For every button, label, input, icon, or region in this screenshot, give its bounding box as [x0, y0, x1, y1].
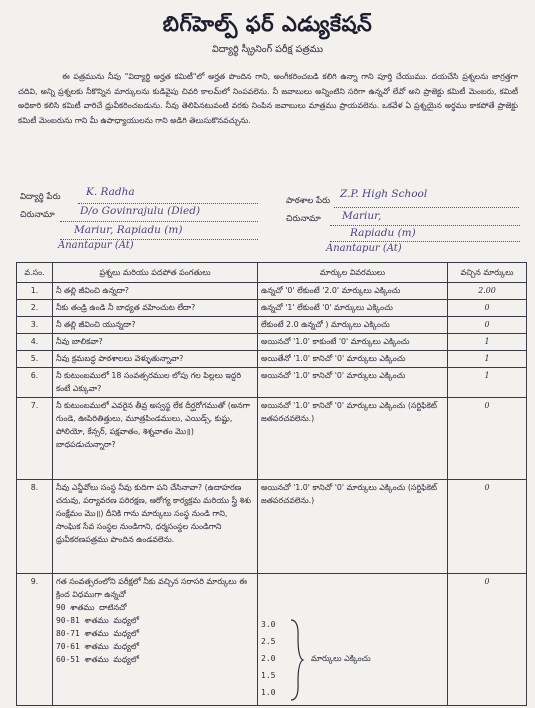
school-address-line-2-value[interactable]: Rapiadu (m) — [350, 227, 416, 239]
row-score[interactable]: 0 — [448, 317, 527, 334]
q9-scale-value: 1.0 — [261, 688, 276, 697]
row-question: నీవు బాలికవా? — [53, 334, 258, 351]
row-number: 5. — [17, 351, 53, 368]
row-marks-rule: అయినచో '1.0' కానిచో '0' మార్కులు ఎక్కించు (సర్టిఫికెట్ జతపరచవలెను.) — [258, 398, 448, 480]
row-score[interactable]: 1 — [448, 368, 527, 398]
form-subtitle: విద్యార్థి స్క్రీనింగ్ పరీక్ష పత్రము — [211, 44, 324, 55]
q9-scale-value: 2.0 — [261, 654, 276, 663]
school-address-label: చిరునామా — [286, 214, 321, 224]
row-score[interactable]: 2.00 — [448, 283, 527, 300]
school-address-line-3-value[interactable]: Anantapur (At) — [326, 243, 402, 254]
header-marks-detail: మార్కుల వివరములు — [258, 263, 448, 283]
row-marks-rule: అయినచో '1.0' కానిచో '0' మార్కులు ఎక్కించు (సర్టిఫికెట్ జతపరచవలెను.) — [258, 480, 448, 574]
instructions-paragraph: ఈ పత్రమును నీవు "విద్యార్థి అర్హత కమిటీ"లో అర్హత పొందిన గాని, అంగీకరించబడి కలిగి ఉన్నా గాని పూర్తి చేయుము. దయచేసి ప్రశ్నలను జాగ్రత్తగా చదివి, అన్ని ప్రశ్నలకు నీకొన్నిన మార్కులను కుడివైపు చివరి కాలమ్‌లో నింపవలెను. నీ జవాబులు అన్నింటిని సరిగా ఉన్నవో లేవో అని ప్రాజెక్టు కమిటీ మెంబరు, కమిటీ అధికారి కలిసి కమిటీ వారిచే ధ్రువీకరించబడును. నీవు తెలిపినటువంటి వరకు నింపిన జవాబులు మాత్రము ప్రాయవలెను. ఒకవేళ ఏ ప్రశ్నయైన అర్థము కాకపోతే ప్రాజెక్టు కమిటీ మెంబరును గాని మీ ఉపాధ్యాయులను గాని అడిగి తెలుసుకొనవచ్చును. — [18, 72, 518, 126]
header-question: ప్రశ్నలు మరియు పదపోత పంగతులు — [53, 263, 258, 283]
q9-range: 80-71 శాతము మధ్యలో — [56, 629, 140, 638]
student-name-label: విద్యార్థి పేరు — [20, 192, 61, 202]
school-address-line-2 — [330, 241, 520, 242]
row-score[interactable]: 1 — [448, 351, 527, 368]
school-address-line-1-value[interactable]: Mariur, — [342, 210, 382, 222]
q9-range: 60-51 శాతము మధ్యలో — [56, 655, 140, 664]
row-question — [53, 574, 258, 706]
table-row — [17, 574, 527, 706]
row-question: నీ తల్లి జీవించి ఉన్నదా? — [53, 283, 258, 300]
school-address-line-1 — [330, 225, 520, 226]
school-name-value[interactable]: Z.P. High School — [340, 188, 428, 200]
school-name-label: పాఠశాల పేరు — [286, 196, 331, 206]
table-row — [17, 480, 527, 574]
curly-brace-icon — [289, 618, 305, 702]
table-row — [17, 398, 527, 480]
row-question: నీ కుటుంబములో 18 సంవత్సరముల లోపు గల పిల్లలు ఇద్దరి కంటే ఎక్కువా? — [53, 368, 258, 398]
row-score[interactable]: 0 — [448, 574, 527, 706]
row-number: 1. — [17, 283, 53, 300]
row-marks-rule: ఉన్నచో '1' లేకుంటే '0' మార్కులు ఎక్కించు — [258, 300, 448, 317]
school-name-line — [334, 207, 519, 208]
student-address-line-2[interactable]: Mariur, Rapiadu (m) — [74, 224, 183, 236]
row-marks-rule: అయినచో '1.0' కానిచో '0' మార్కులు ఎక్కించు — [258, 368, 448, 398]
table-row — [17, 368, 527, 398]
row-score[interactable]: 0 — [448, 398, 527, 480]
student-address-line-3[interactable]: Anantapur (At) — [58, 240, 134, 251]
row-number: 8. — [17, 480, 53, 574]
row-marks-rule: లేకుంటే 2.0 ఉన్నచో ) మార్కులు ఎక్కించు — [258, 317, 448, 334]
student-name-line — [78, 203, 258, 204]
row-score[interactable]: 0 — [448, 300, 527, 317]
row-number: 3. — [17, 317, 53, 334]
student-address-line-1[interactable]: D/o Govinrajulu (Died) — [80, 205, 201, 217]
table-row — [17, 317, 527, 334]
row-number: 4. — [17, 334, 53, 351]
q9-scale-value: 3.0 — [261, 620, 276, 629]
table-row — [17, 300, 527, 317]
q9-scale-value: 2.5 — [261, 637, 276, 646]
address-line-1 — [60, 221, 258, 222]
row-marks-rule — [258, 574, 448, 706]
screening-table — [16, 262, 527, 706]
row-number: 7. — [17, 398, 53, 480]
row-number: 9. — [17, 574, 53, 706]
student-address-label: చిరునామా — [20, 210, 55, 220]
table-row — [17, 351, 527, 368]
table-row — [17, 334, 527, 351]
header-serial: వ.సం. — [17, 263, 53, 283]
row-question: నీవు క్రమబద్ధ పాఠశాలలు వెళ్ళుతున్నావా? — [53, 351, 258, 368]
row-marks-rule: అయితేనో '1.0' కానిచో '0' మార్కులు ఎక్కించు — [258, 351, 448, 368]
row-marks-rule: ఉన్నచో '0' లేకుంటే '2.0' మార్కులు ఎక్కించు — [258, 283, 448, 300]
form-title: బిగ్‌హెల్ప్ ఫర్ ఎడ్యుకేషన్ — [162, 12, 373, 36]
row-question: నీకు తండ్రి ఉండి నీ బాధ్యత వహించుట లేదా? — [53, 300, 258, 317]
row-question: నీ కుటుంబములో ఎవరైన తీవ్ర అస్వస్థ లేక దీర్ఘరోగముతో (అనగా గుండె, ఊపిరితిత్తులు, మూత్రపిండములు, ఎయిడ్స్, కుష్టు, పోలియో, కేన్సర్, పక్షవాతం, శిశ్నవాతం మొ॥) బాధపడుచున్నారా? — [53, 398, 258, 480]
table-row — [17, 283, 527, 300]
row-number: 2. — [17, 300, 53, 317]
q9-range: 70-61 శాతము మధ్యలో — [56, 642, 140, 651]
row-score[interactable]: 1 — [448, 334, 527, 351]
row-score[interactable]: 0 — [448, 480, 527, 574]
q9-range: 90-81 శాతము మధ్యలో — [56, 616, 140, 625]
q9-scale-value: 1.5 — [261, 671, 276, 680]
q9-text: గత సంవత్సరంలోని పరీక్షలో నీకు వచ్చిన సరాసరి మార్కులు ఈ క్రింద విధముగా ఉన్నచో — [56, 577, 247, 599]
header-marks-obtained: వచ్చిన మార్కులు — [448, 263, 527, 283]
row-question: నీవు ఎన్జీవోలు సంస్థ నీవు కుదిగా పని చేసినావా? (ఉదాహరణ చదువు, పర్యావరణ పరిరక్షణ, ఆరోగ్య కార్యక్రమ మరియు స్త్రీ శిశు సంక్షేమం మొ॥) దీనికి గాను మార్కులు సంస్థ నుండి గాని, సాంఘిక సేవ సంస్థల నుండిగాని, ధర్మసంస్థల నుండిగాని ధ్రువీకరణపత్రము పొందిన ఉండవలెను. — [53, 480, 258, 574]
table-header-row — [17, 263, 527, 283]
student-name-value[interactable]: K. Radha — [86, 186, 135, 198]
row-number: 6. — [17, 368, 53, 398]
q9-marks-label: మార్కులు ఎక్కించు — [311, 654, 371, 663]
row-question: నీ తల్లి జీవించి యున్నదా? — [53, 317, 258, 334]
row-marks-rule: అయినచో '1.0' కాకుంటే '0' మార్కులు ఎక్కించు — [258, 334, 448, 351]
q9-range: 90 శాతము దాటినచో — [56, 603, 127, 612]
q9-scale — [261, 618, 291, 703]
